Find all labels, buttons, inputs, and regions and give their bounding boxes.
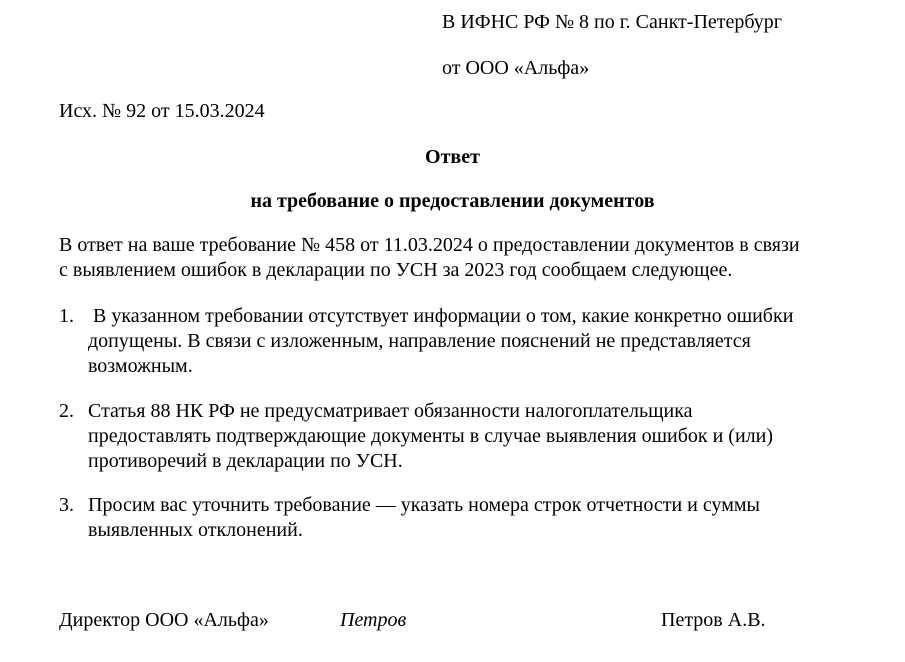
list-item-line: противоречий в декларации по УСН.	[88, 450, 403, 472]
list-item-line: Статья 88 НК РФ не предусматривает обязанности налогоплательщика	[88, 400, 693, 422]
recipient-line: В ИФНС РФ № 8 по г. Санкт-Петербург	[442, 11, 783, 33]
list-item-number: 2.	[59, 400, 74, 422]
list-item-line: выявленных отклонений.	[88, 519, 303, 541]
list-item-line: В указанном требовании отсутствует информации о том, какие конкретно ошибки	[88, 305, 794, 327]
intro-line: В ответ на ваше требование № 458 от 11.03.2024 о предоставлении документов в связи	[59, 234, 800, 256]
sender-line: от ООО «Альфа»	[442, 57, 590, 79]
outgoing-reference: Исх. № 92 от 15.03.2024	[59, 100, 265, 122]
handwritten-signature: Петров	[340, 609, 407, 631]
list-item-line: допущены. В связи с изложенным, направление пояснений не представляется	[88, 330, 751, 352]
signatory-position: Директор ООО «Альфа»	[59, 609, 269, 631]
intro-paragraph	[59, 233, 879, 283]
list-item-number: 3.	[59, 494, 74, 516]
list-item-number: 1.	[59, 305, 74, 327]
intro-line: с выявлением ошибок в декларации по УСН за 2023 год сообщаем следующее.	[59, 259, 733, 281]
list-item-text	[88, 493, 760, 543]
list-item-text	[88, 399, 773, 474]
list-item-line: Просим вас уточнить требование — указать номера строк отчетности и суммы	[88, 494, 760, 516]
signatory-full-name: Петров А.В.	[661, 609, 766, 631]
document-title: Ответ	[425, 146, 480, 168]
list-item-line: предоставлять подтверждающие документы в случае выявления ошибок и (или)	[88, 425, 773, 447]
list-item-line: возможным.	[88, 355, 193, 377]
document-subtitle: на требование о предоставлении документов	[250, 190, 655, 212]
list-item-text	[88, 304, 793, 379]
